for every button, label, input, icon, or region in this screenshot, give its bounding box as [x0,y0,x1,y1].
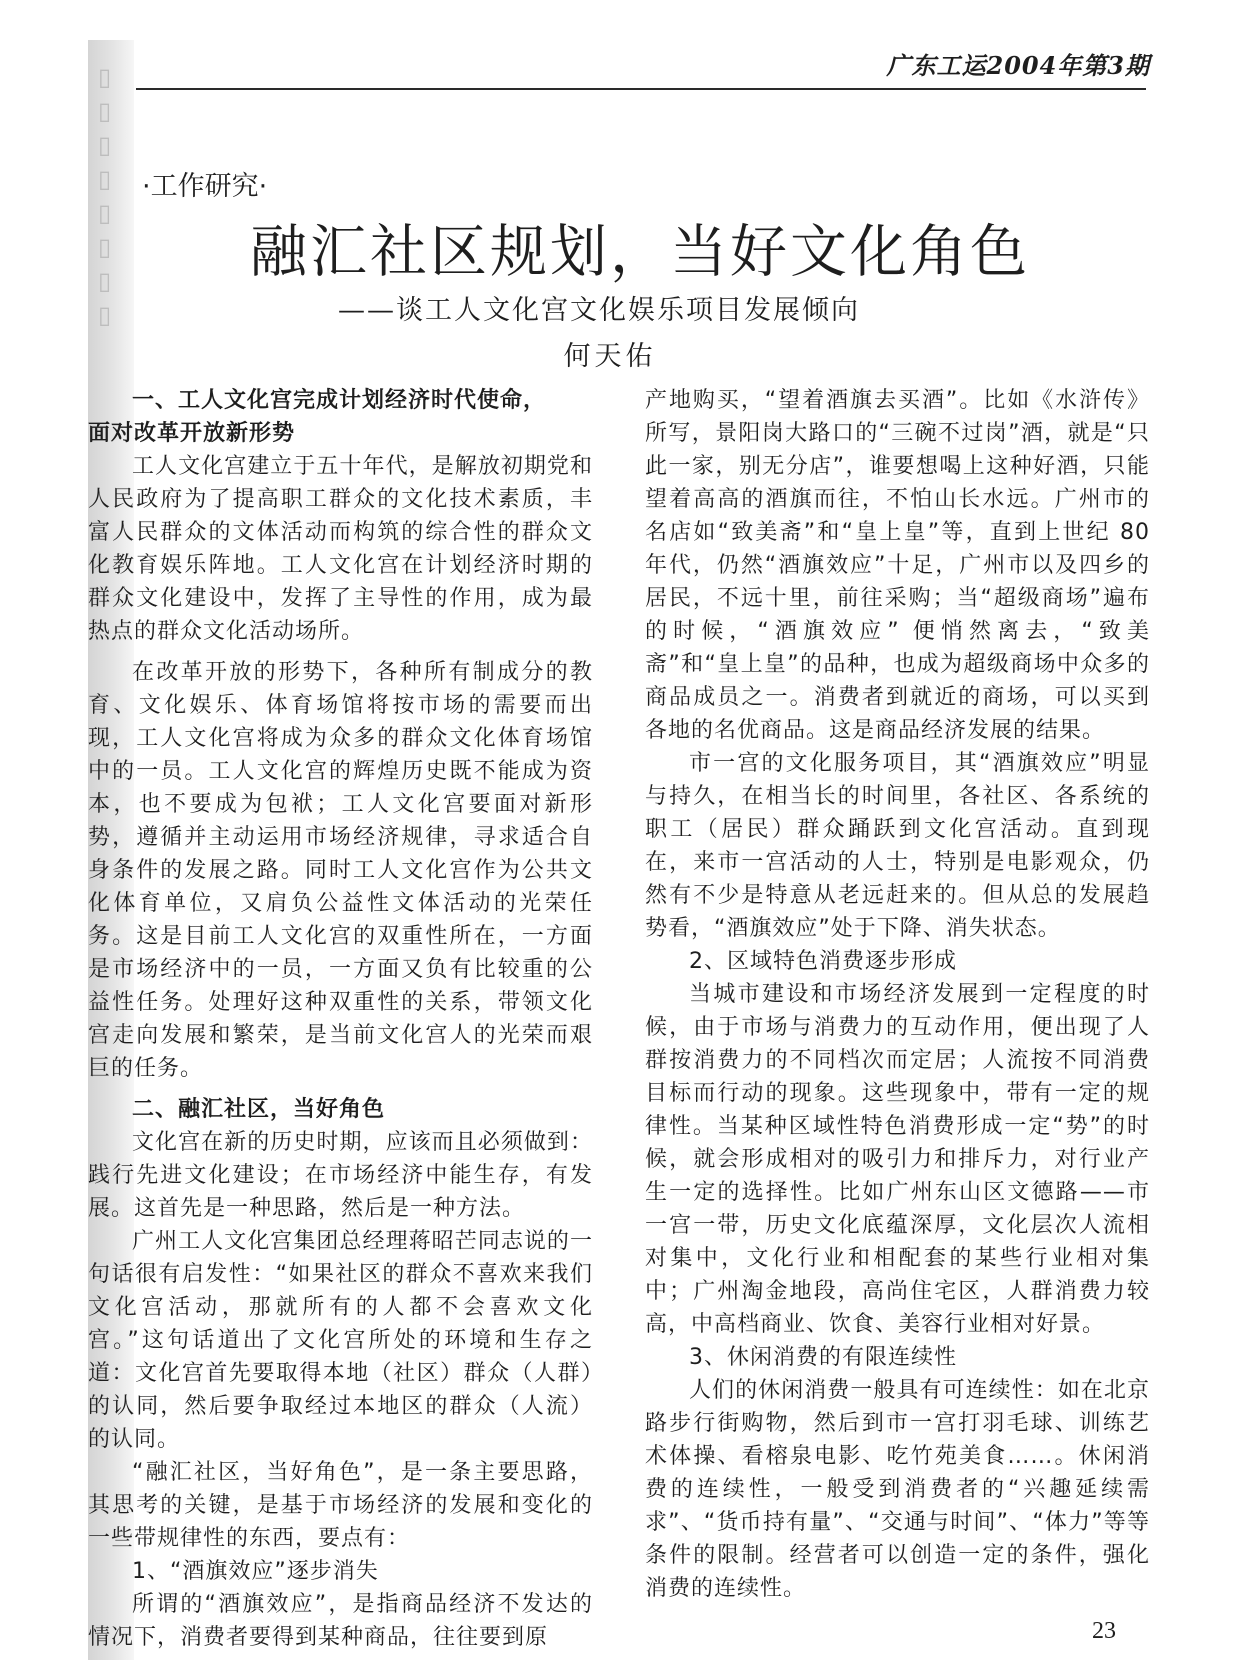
column-tag: ·工作研究· [142,171,268,202]
page-margin [0,0,88,1680]
paragraph: 产地购买，“望着酒旗去买酒”。比如《水浒传》所写，景阳岗大路口的“三碗不过岗”酒，就是“只此一家，别无分店”，谁要想喝上这种好酒，只能望着高高的酒旗而往，不怕山长水远。广州市的名店如“致美斋”和“皇上皇”等，直到上世纪 80 年代，仍然“酒旗效应”十足，广州市以及四乡的居民，不远十里，前往采购；当“超级商场”遍布的时候，“酒旗效应” 便悄然离去，“致美斋”和“皇上皇”的品种，也成为超级商场中众多的商品成员之一。消费者到就近的商场，可以买到各地的名优商品。这是商品经济发展的结果。 [645,388,1150,743]
right-column [645,384,1150,1605]
paragraph: 人们的休闲消费一般具有可连续性：如在北京路步行街购物，然后到市一宫打羽毛球、训练艺术体操、看榕泉电影、吃竹苑美食……。休闲消费的连续性，一般受到消费者的“兴趣延续需求”、“货币持有量”、“交通与时间”、“体力”等等条件的限制。经营者可以创造一定的条件，强化消费的连续性。 [645,1378,1150,1601]
section-heading-1b: 面对改革开放新形势 [88,421,296,446]
paragraph: “融汇社区，当好角色”，是一条主要思路，其思考的关键，是基于市场经济的发展和变化的一些带规律性的东西，要点有： [88,1460,593,1551]
paragraph: 市一宫的文化服务项目，其“酒旗效应”明显与持久，在相当长的时间里，各社区、各系统的职工（居民）群众踊跃到文化宫活动。直到现在，来市一宫活动的人士，特别是电影观众，仍然有不少是特意从老远赶来的。但从总的发展趋势看，“酒旗效应”处于下降、消失状态。 [645,751,1150,941]
article-subtitle: ——谈工人文化宫文化娱乐项目发展倾向 [338,295,860,326]
left-column [88,384,593,1654]
section-heading-2: 二、融汇社区，当好角色 [132,1097,386,1122]
journal-header: 广东工运2004年第3期 [886,51,1150,80]
paragraph: 工人文化宫建立于五十年代，是解放初期党和人民政府为了提高职工群众的文化技术素质，丰富人民群众的文体活动而构筑的综合性的群众文化教育娱乐阵地。工人文化宫在计划经济时期的群众文化建设中，发挥了主导性的作用，成为最热点的群众文化活动场所。 [88,454,593,644]
subsection-heading-3: 3、休闲消费的有限连续性 [689,1345,957,1370]
subsection-heading-1: 1、“酒旗效应”逐步消失 [132,1559,379,1584]
section-heading-1a: 一、工人文化宫完成计划经济时代使命， [132,388,547,413]
paragraph: 广州工人文化宫集团总经理蒋昭芒同志说的一句话很有启发性：“如果社区的群众不喜欢来我们文化宫活动，那就所有的人都不会喜欢文化宫。”这句话道出了文化宫所处的环境和生存之道：文化宫首先要取得本地（社区）群众（人群）的认同，然后要争取经过本地区的群众（人流）的认同。 [88,1229,593,1452]
bleed-through-text: ▯ ▯ ▯ ▯ ▯ ▯ ▯ ▯ [98,63,112,329]
page-number: 23 [1092,1618,1116,1644]
article-title: 融汇社区规划，当好文化角色 [250,219,1030,285]
header-rule [136,88,1146,90]
paragraph: 在改革开放的形势下，各种所有制成分的教育、文化娱乐、体育场馆将按市场的需要而出现，工人文化宫将成为众多的群众文化体育场馆中的一员。工人文化宫的辉煌历史既不能成为资本，也不要成为包袱；工人文化宫要面对新形势，遵循并主动运用市场经济规律，寻求适合自身条件的发展之路。同时工人文化宫作为公共文化体育单位，又肩负公益性文体活动的光荣任务。这是目前工人文化宫的双重性所在，一方面是市场经济中的一员，一方面又负有比较重的公益性任务。处理好这种双重性的关系，带领文化宫走向发展和繁荣，是当前文化宫人的光荣而艰巨的任务。 [88,660,593,1081]
paragraph: 当城市建设和市场经济发展到一定程度的时候，由于市场与消费力的互动作用，便出现了人群按消费力的不同档次而定居；人流按不同消费目标而行动的现象。这些现象中，带有一定的规律性。当某种区域性特色消费形成一定“势”的时候，就会形成相对的吸引力和排斥力，对行业产生一定的选择性。比如广州东山区文德路——市一宫一带，历史文化底蕴深厚，文化层次人流相对集中，文化行业和相配套的某些行业相对集中；广州淘金地段，高尚住宅区，人群消费力较高，中高档商业、饮食、美容行业相对好景。 [645,982,1150,1337]
subsection-heading-2: 2、区域特色消费逐步形成 [689,949,957,974]
paragraph: 文化宫在新的历史时期，应该而且必须做到：践行先进文化建设；在市场经济中能生存，有发展。这首先是一种思路，然后是一种方法。 [88,1130,593,1221]
paragraph: 所谓的“酒旗效应”，是指商品经济不发达的情况下，消费者要得到某种商品，往往要到原 [88,1592,593,1650]
author-name: 何天佑 [563,341,657,372]
